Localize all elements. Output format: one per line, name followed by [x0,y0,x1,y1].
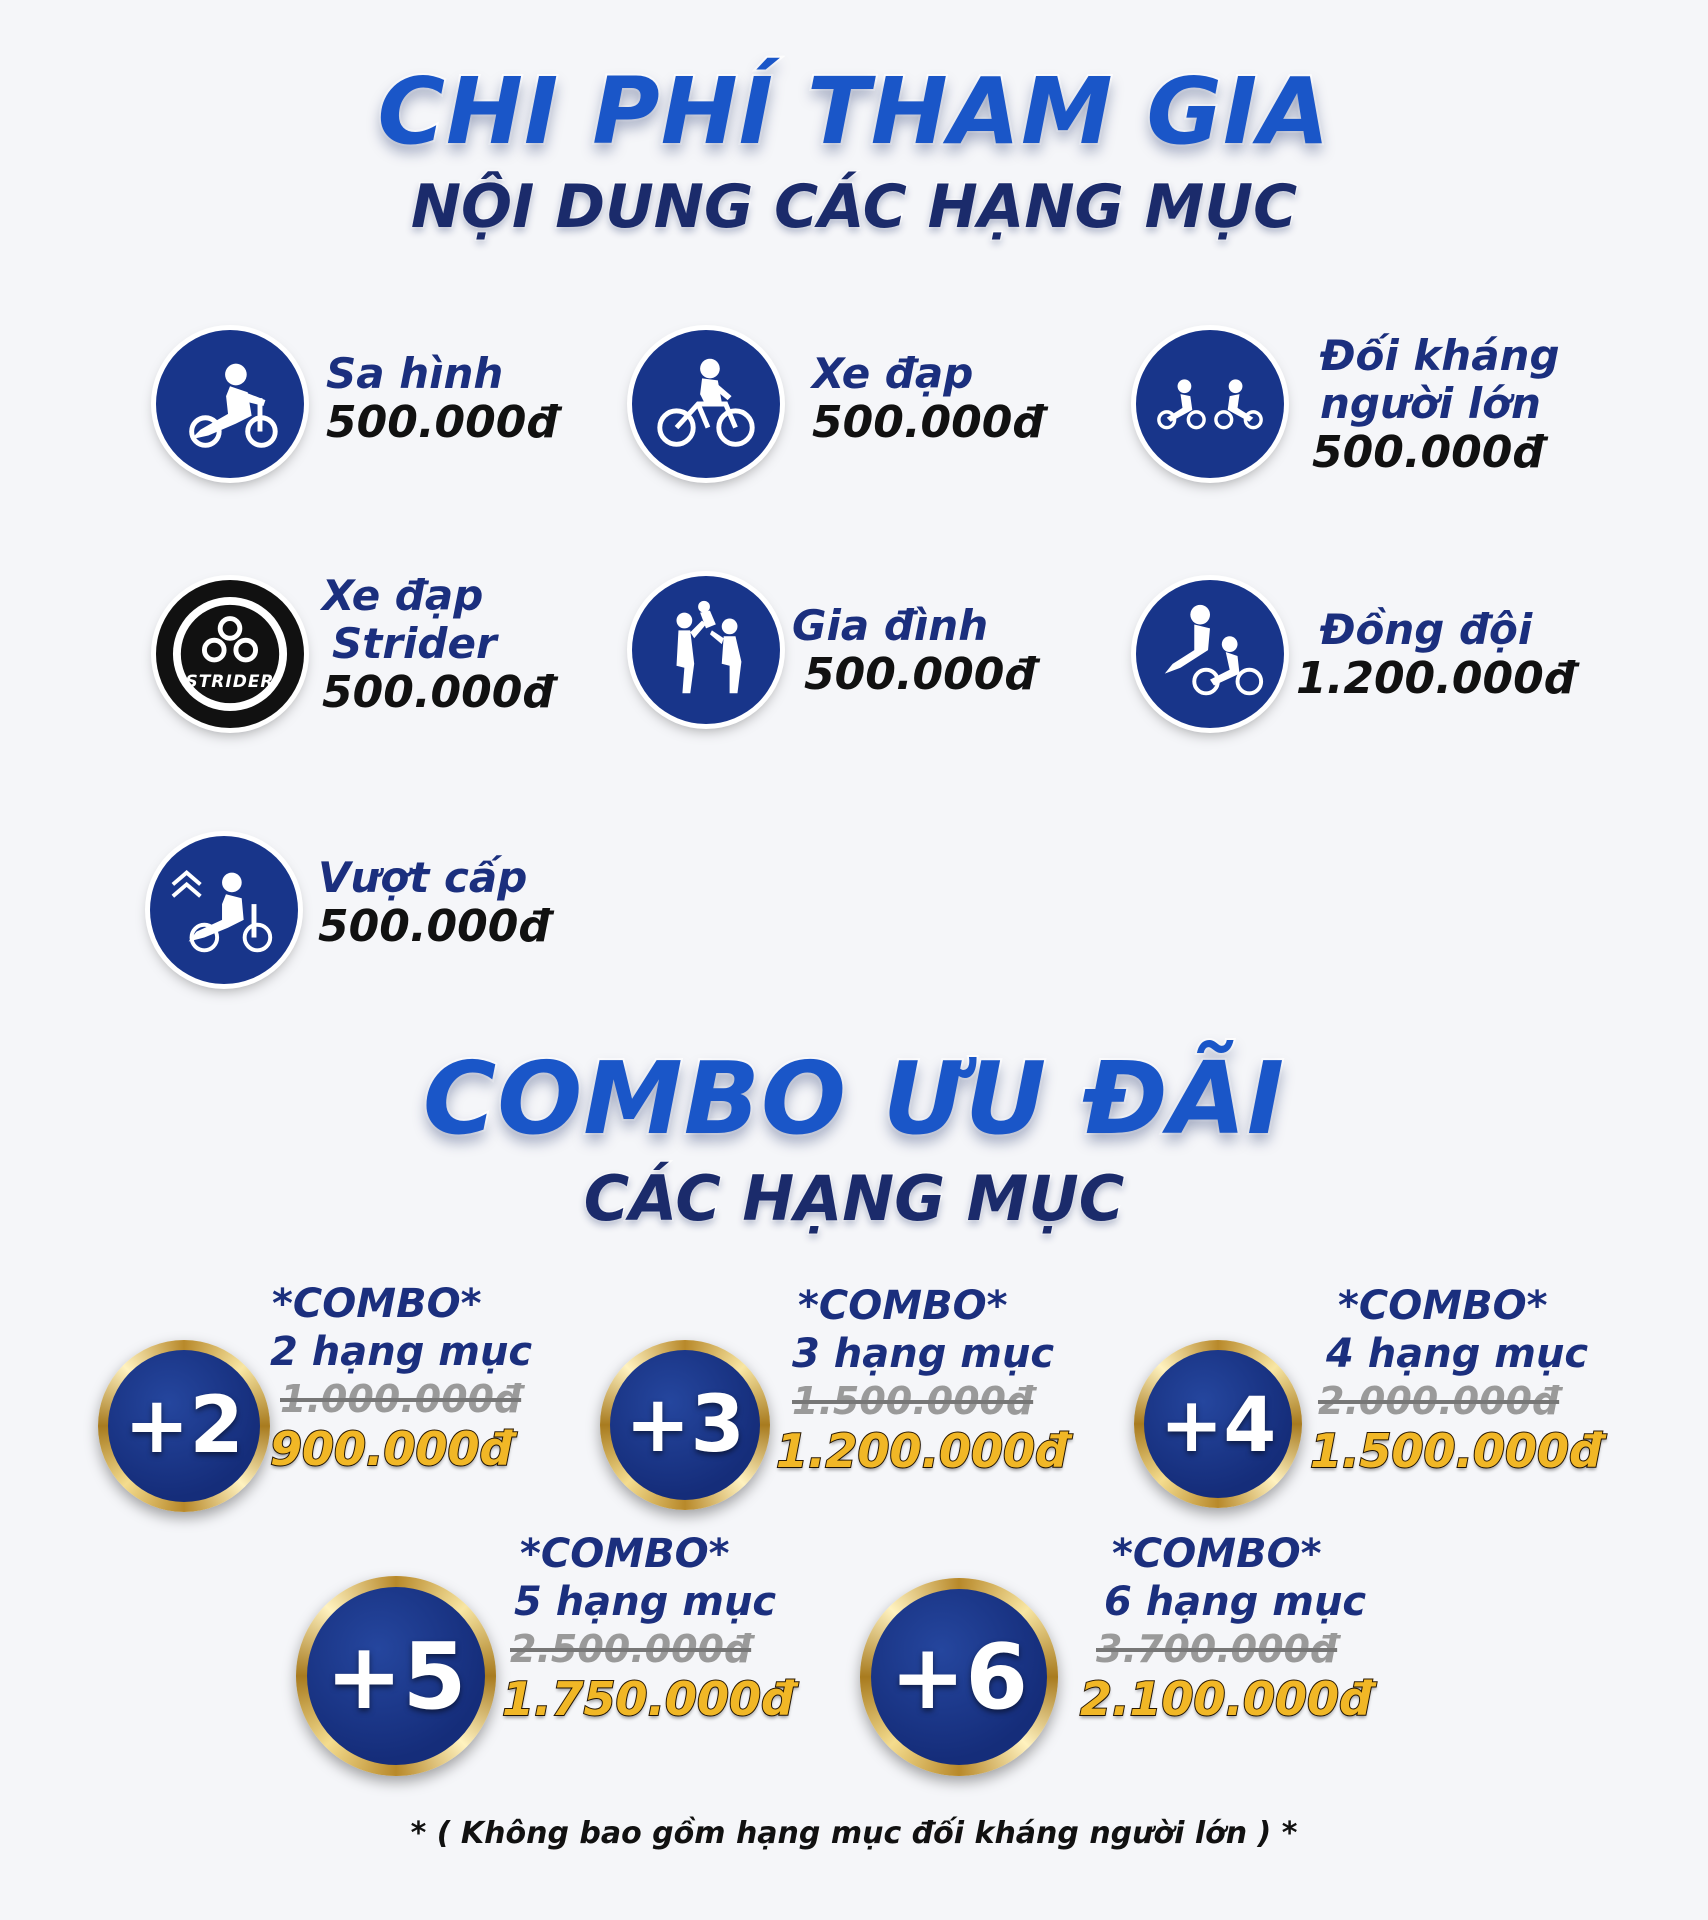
two-riders-icon [1136,330,1284,478]
category-name-line2: Strider [332,619,497,668]
combo-old-price: 2.000.000đ [1318,1379,1560,1423]
balance-bike-rider-icon [156,330,304,478]
page-subtitle: NỘI DUNG CÁC HẠNG MỤC [410,172,1298,242]
combo-badge: +5 [296,1576,496,1776]
level-up-rider-icon [150,836,298,984]
combo-badge: +6 [860,1578,1058,1776]
category-doi-khang [1136,330,1560,478]
category-price: 500.000đ [812,397,1044,448]
footnote: * ( Không bao gồm hạng mục đối kháng người lớn ) * [410,1816,1298,1851]
category-price: 1.200.000đ [1296,653,1576,704]
combo-tag: *COMBO* [520,1531,730,1577]
category-strider [156,571,554,728]
combo-new-price: 2.100.000đ [1080,1672,1372,1726]
bicycle-rider-icon [632,330,780,478]
category-price: 500.000đ [322,667,554,718]
combo-old-price: 1.000.000đ [280,1377,522,1421]
category-price: 500.000đ [326,397,558,448]
team-riders-icon [1136,580,1284,728]
combo-label: 6 hạng mục [1104,1579,1367,1625]
category-gia-dinh [632,576,1036,724]
combo-subtitle: CÁC HẠNG MỤC [583,1162,1125,1235]
strider-logo-icon [156,580,304,728]
category-name-line1: Xe đạp [322,571,484,620]
page-title: CHI PHÍ THAM GIA [377,58,1331,165]
category-price: 500.000đ [1312,427,1544,478]
category-name: Gia đình [792,601,989,650]
combo-new-price: 1.200.000đ [776,1424,1068,1478]
strider-logo-text: STRIDER [185,672,275,692]
combo-old-price: 1.500.000đ [792,1379,1034,1423]
combo-old-price: 2.500.000đ [510,1627,752,1671]
combo-badge: +2 [98,1340,270,1512]
category-vuot-cap [150,836,550,984]
category-name: Đồng đội [1320,605,1533,654]
combo-label: 3 hạng mục [792,1331,1055,1377]
combo-new-price: 1.500.000đ [1310,1424,1602,1478]
combo-badge: +4 [1134,1340,1302,1508]
combo-tag: *COMBO* [798,1283,1008,1329]
category-name: Vượt cấp [318,853,528,902]
combo-new-price: 1.750.000đ [502,1672,794,1726]
category-xe-dap [632,330,1044,478]
combo-old-price: 3.700.000đ [1096,1627,1338,1671]
combo-title: COMBO ƯU ĐÃI [422,1040,1286,1157]
category-name: Xe đạp [812,349,974,398]
category-price: 500.000đ [318,901,550,952]
category-sa-hinh [156,330,558,478]
combo-badge: +3 [600,1340,770,1510]
category-dong-doi [1136,580,1576,728]
combo-tag: *COMBO* [272,1281,482,1327]
category-name-line1: Đối kháng [1320,331,1560,380]
combo-label: 5 hạng mục [514,1579,777,1625]
combo-tag: *COMBO* [1112,1531,1322,1577]
combo-new-price: 900.000đ [270,1422,513,1476]
combo-label: 4 hạng mục [1326,1331,1589,1377]
family-icon [632,576,780,724]
combo-label: 2 hạng mục [270,1329,533,1375]
category-name: Sa hình [326,349,504,398]
category-price: 500.000đ [804,649,1036,700]
category-name-line2: người lớn [1320,379,1541,428]
combo-tag: *COMBO* [1338,1283,1548,1329]
